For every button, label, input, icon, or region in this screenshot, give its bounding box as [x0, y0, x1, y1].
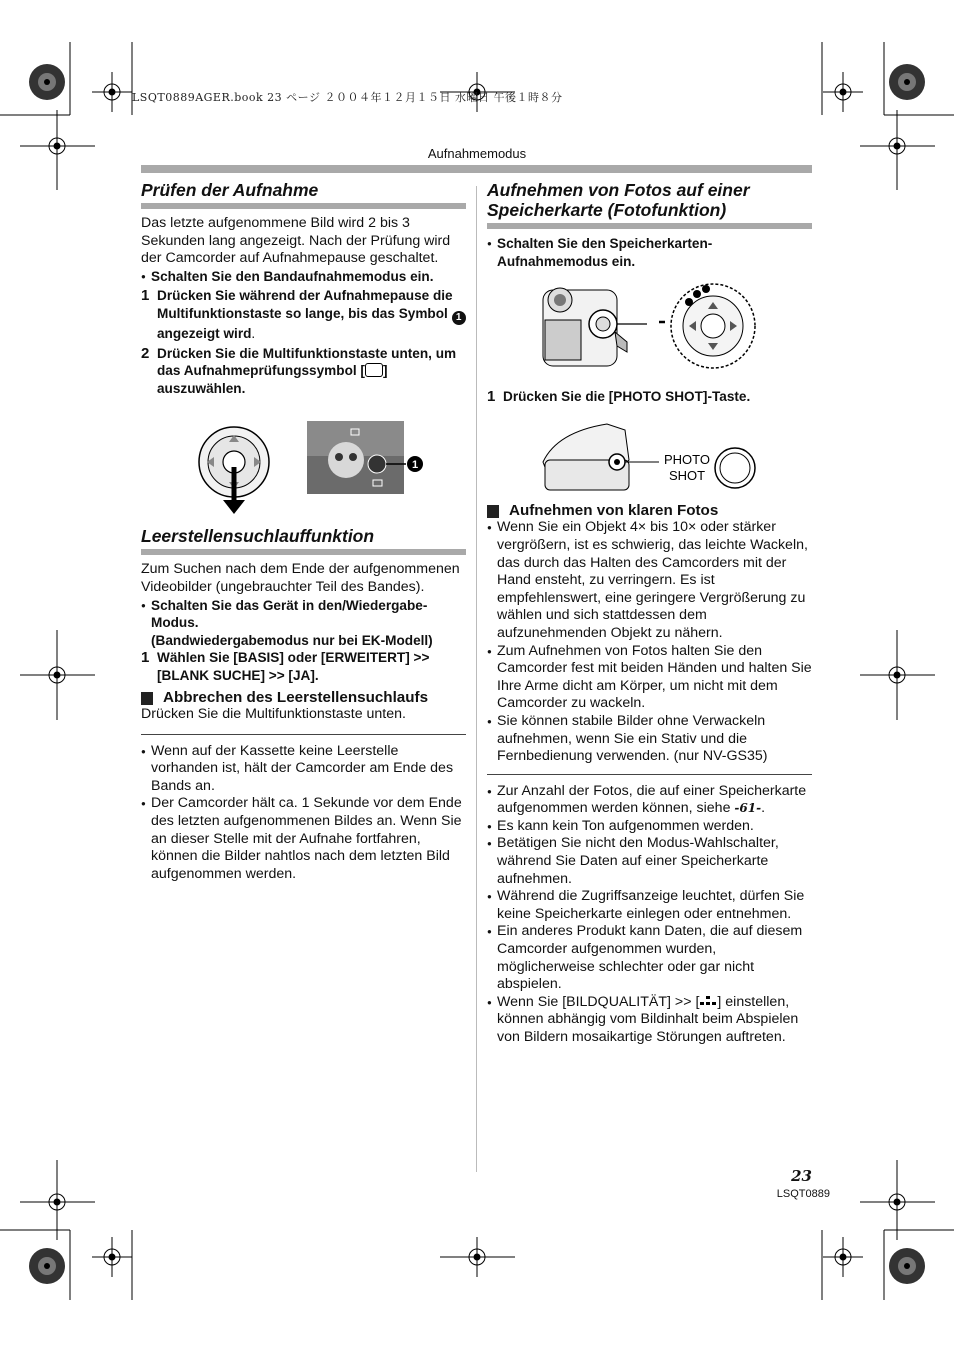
notes-rule [141, 734, 466, 735]
step-text: Drücken Sie die Multifunktionstaste unten, um das Aufnahmeprüfungssymbol [ [157, 345, 457, 379]
file-info-header: LSQT0889AGER.book 23 ページ ２００４年１２月１５日 水曜日 午後１時８分 [132, 91, 563, 104]
step-number: 1 [141, 649, 150, 667]
column-divider [476, 186, 477, 1172]
photo-quality-note [487, 994, 812, 1047]
page-reference: -61- [734, 801, 762, 816]
blank-note-1: ● Wenn auf der Kassette keine Leerstelle vorhanden ist, hält der Camcorder am Ende des Bands an. [141, 743, 466, 796]
step-text: Drücken Sie während der Aufnahmepause die Multifunktionstaste so lange, bis das Symbol [157, 288, 453, 321]
photo-label-1: PHOTO [664, 451, 710, 467]
clear-note-3: ● Sie können stabile Bilder ohne Verwackeln aufnehmen, wenn Sie ein Stativ und die Fernbedienung verwenden. (nur NV-GS35) [487, 713, 812, 766]
cancel-blank-heading: Abbrechen des Leerstellensuchlaufs [141, 689, 466, 707]
review-bullet: ● Schalten Sie den Bandaufnahmemodus ein. [141, 268, 466, 286]
blank-bullet-cont: (Bandwiedergabemodus nur bei EK-Modell) [151, 632, 433, 648]
step-text: Drücken Sie die [PHOTO SHOT]-Taste. [503, 389, 751, 405]
right-column [487, 179, 812, 1047]
quality-normal-icon [699, 995, 717, 1007]
review-title: Prüfen der Aufnahme [141, 180, 319, 200]
review-illustration [141, 405, 466, 517]
top-rule [141, 165, 812, 173]
step-text: ] auszuwählen. [157, 363, 388, 396]
blank-title-bar [141, 549, 466, 555]
review-step-1 [141, 287, 466, 342]
step-text: angezeigt wird [157, 325, 252, 341]
notes-rule [487, 774, 812, 775]
multifunction-button-illustration [141, 405, 466, 517]
step-number: 1 [487, 388, 496, 406]
document-code: LSQT0889 [776, 1188, 830, 1200]
step-number: 2 [141, 344, 150, 362]
photo-title-bar [487, 223, 812, 229]
photo-title: Aufnehmen von Fotos auf einer Speicherkarte (Fotofunktion) [487, 180, 750, 220]
photo-bullet: ● Schalten Sie den Speicherkarten-Aufnahmemodus ein. [487, 235, 812, 270]
review-check-icon [365, 363, 383, 377]
photo-note-4: ● Ein anderes Produkt kann Daten, die auf diesem Camcorder aufgenommen wurden, möglicherweise schlechter oder gar nicht abspielen. [487, 923, 812, 993]
section-label: Aufnahmemodus [427, 146, 527, 161]
photo-step-1 [487, 388, 812, 406]
page-number: 23 [791, 1167, 812, 1185]
review-intro: Das letzte aufgenommene Bild wird 2 bis 3 Sekunden lang angezeigt. Nach der Prüfung wird der Camcorder auf Aufnahmepause geschaltet. [141, 215, 451, 267]
photo-note-3: ● Während die Zugriffsanzeige leuchtet, dürfen Sie keine Speicherkarte einlegen oder entnehmen. [487, 888, 812, 923]
review-step-2 [141, 345, 466, 398]
left-column [141, 179, 466, 883]
step-text: Wählen Sie [BASIS] oder [ERWEITERT] >> [BLANK SUCHE] >> [JA]. [157, 650, 430, 683]
step-number: 1 [141, 287, 150, 305]
clear-note-2: ● Zum Aufnehmen von Fotos halten Sie den Camcorder fest mit beiden Händen und halten Sie Ihre Arme dicht am Körper, um nicht mit dem Camcorder zu wackeln. [487, 643, 812, 713]
photo-note-1: ● Es kann kein Ton aufgenommen werden. [487, 818, 812, 836]
blank-step-1 [141, 649, 466, 684]
cancel-blank-text: Drücken Sie die Multifunktionstaste unten. [141, 706, 406, 723]
photo-note-2: ● Betätigen Sie nicht den Modus-Wahlschalter, während Sie Daten auf einer Speicherkarte aufnehmen. [487, 835, 812, 888]
step-end: . [251, 325, 256, 341]
note-text: Wenn Sie [BILDQUALITÄT] >> [ [497, 993, 700, 1010]
review-title-bar [141, 203, 466, 209]
illustration-callout: 1 [411, 459, 419, 472]
clear-note-1: ● Wenn Sie ein Objekt 4× bis 10× oder stärker vergrößern, ist es schwierig, das leichte Wackeln, das durch das Halten des Camcorders mit der Hand ensteht, zu verringern. Es ist empfehlenswert, eine geringere Vergrößerung zu wählen und sich stattdessen dem aufzunehmenden Objekt zu nähern. [487, 519, 812, 642]
photo-label-2: SHOT [668, 467, 706, 483]
note-text: Zur Anzahl der Fotos, die auf einer Speicherkarte aufgenommen werden können, siehe [497, 782, 807, 817]
photo-shot-illustration [487, 412, 812, 494]
camcorder-mode-dial-icon [487, 282, 812, 384]
photo-shot-button-illustration [487, 412, 812, 494]
camcorder-dial-illustration [487, 282, 812, 384]
callout-number: 1 [452, 311, 466, 325]
blank-intro: Zum Suchen nach dem Ende der aufgenommenen Videobilder (ungebrauchter Teil des Bandes). [141, 561, 460, 595]
photo-count-note [487, 783, 812, 818]
blank-search-title: Leerstellensuchlauffunktion [141, 526, 375, 547]
clear-photos-heading: Aufnehmen von klaren Fotos [487, 502, 812, 520]
blank-bullet: ● Schalten Sie das Gerät in den/Wiedergabe-Modus. [141, 597, 466, 632]
note-text: ] einstellen, können abhängig vom Bildinhalt beim Abspielen von Bildern mosaikartige Störungen auftreten. [497, 993, 799, 1045]
blank-note-2: ● Der Camcorder hält ca. 1 Sekunde vor dem Ende des letzten aufgenommenen Bildes an. Wenn Sie an dieser Stelle mit der Aufnahe fortfahren, können die Bilder nahtlos nach dem letzten Bild aufgenommen werden. [141, 795, 466, 883]
note-end: . [761, 800, 766, 817]
